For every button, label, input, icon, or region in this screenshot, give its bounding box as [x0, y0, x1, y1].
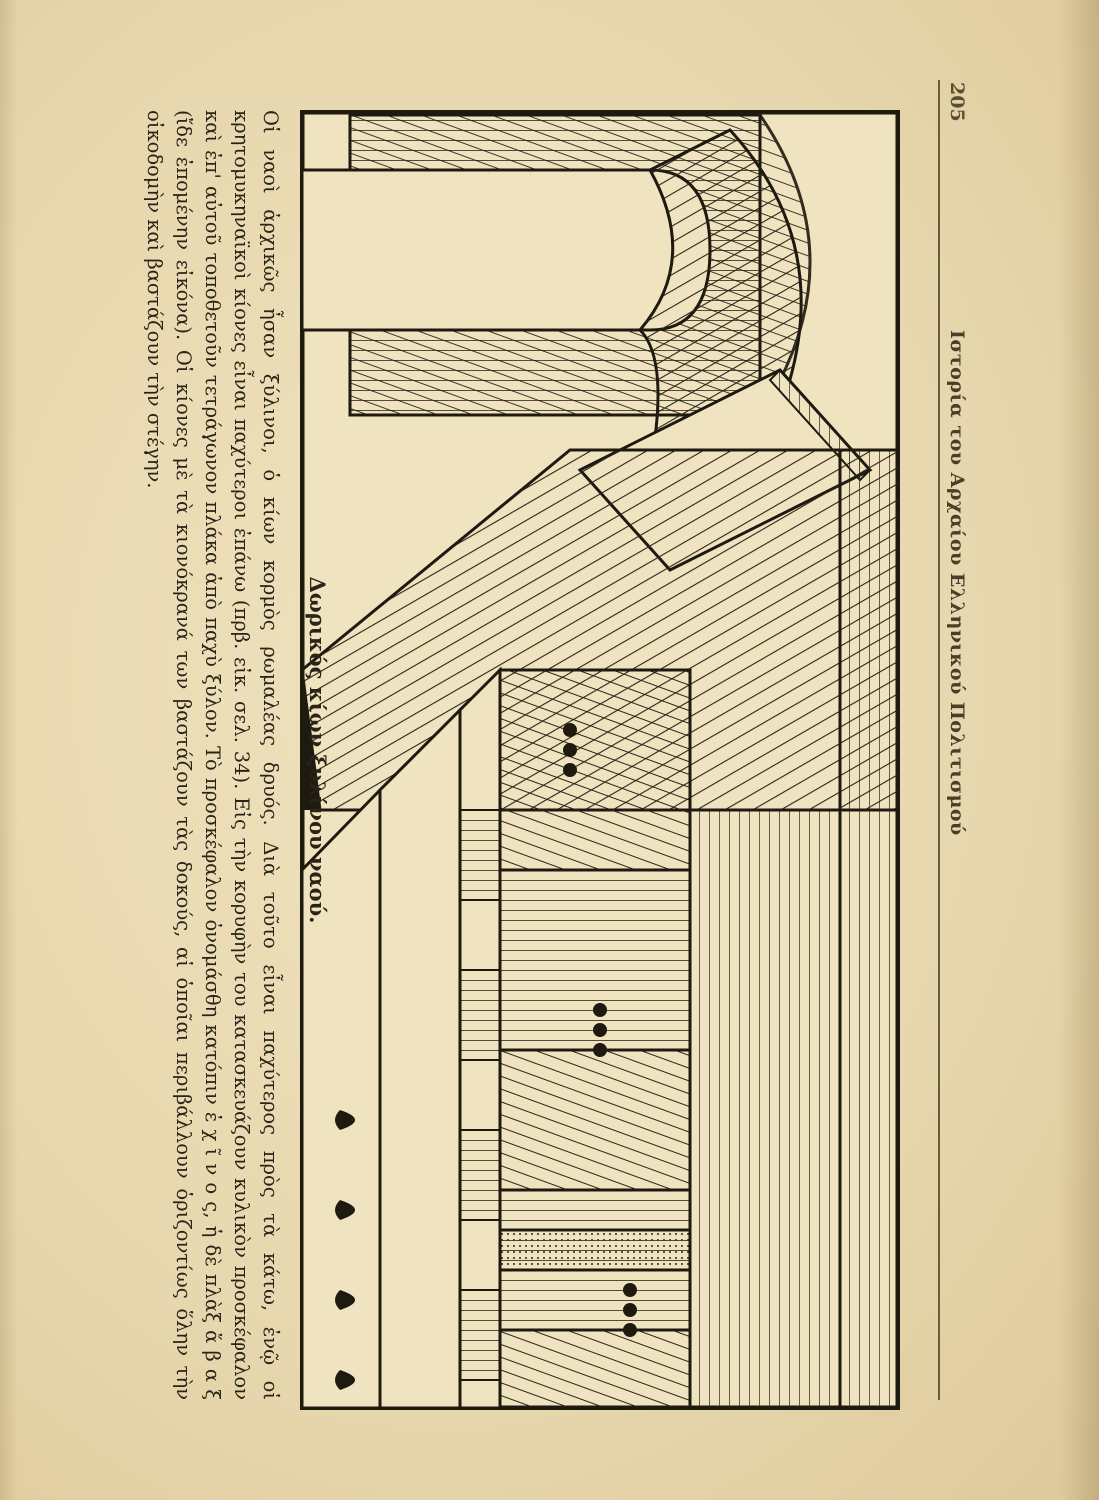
header-rule	[938, 80, 940, 1400]
body-paragraph: Οἱ ναοὶ ἀρχικῶς ἦσαν ξύλινοι, ὁ κίων κορμὸς ρωμαλέας δρυός. Διὰ τοῦτο εἶναι παχύτερος πρὸς τὰ κάτω, ἐνῷ οἱ κρητομυκηναϊκοὶ κίονες εἶναι παχύτεροι ἐπάνω (πρβ. εἰκ. σελ. 34). Εἰς τὴν κορυφὴν του κατασκευάζουν κυλικὸν προσκέφαλον καὶ ἐπ' αὐτοῦ τοποθετοῦν τετράγωνον πλάκα ἀπὸ παχὺ ξύλον. Τὸ προσκέφαλον ὀνομάσθη κατόπιν ἐ χ ῖ ν ο ς, ἡ δὲ πλὰξ ἄ β α ξ (ἴδε ἐπομένην εἰκόνα). Οἱ κίονες μὲ τὰ κιονόκρανά των βαστάζουν τὰς δοκούς, αἱ ὁποῖαι περιβάλλουν ὁριζοντίως ὅλην τὴν οἰκοδομὴν καὶ βαστάζουν τὴν στέγην.	[143, 110, 282, 1400]
page-edge-shadow-left	[0, 0, 18, 1500]
page-number: 205	[946, 82, 968, 122]
body-text	[140, 110, 285, 1400]
doric-column-illustration	[300, 110, 900, 1410]
figure-caption: Δωρικός κίων ξυλίνου ναού.	[305, 576, 330, 924]
page-edge-shadow	[1059, 0, 1099, 1500]
rotated-page-content	[143, 80, 970, 1420]
running-title: Ιστορία του Αρχαίου Ελληνικού Πολιτισμού	[946, 330, 968, 836]
running-header	[938, 80, 968, 1420]
